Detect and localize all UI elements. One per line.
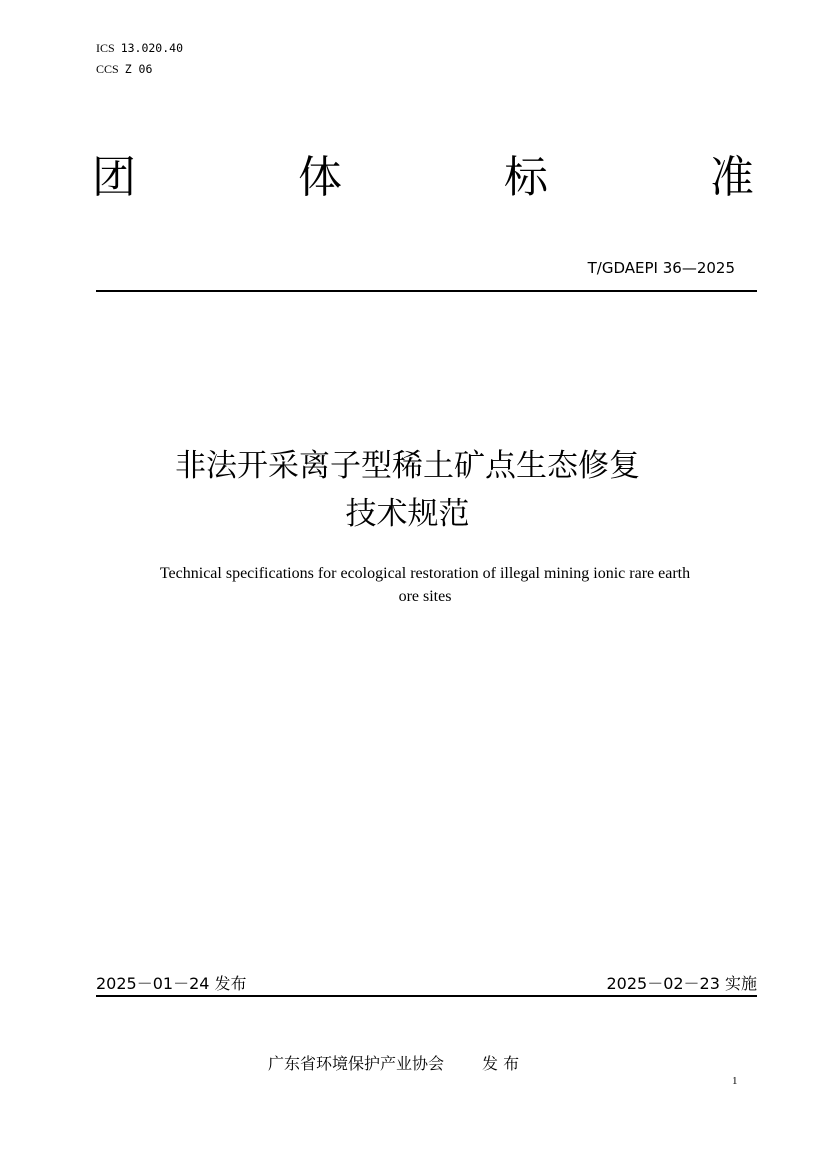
top-divider [96,290,757,292]
standard-type-char: 团 [92,152,136,203]
title-en-line2: ore sites [398,588,452,605]
page-number: 1 [732,1075,738,1087]
ics-label: ICS [96,41,115,55]
title-zh-line2: 技术规范 [345,496,470,532]
standard-type-char: 标 [504,152,548,203]
standard-number: T/GDAEPI 36—2025 [587,259,735,277]
ccs-value: Z 06 [124,62,153,76]
date-row [96,970,757,994]
ics-code [96,41,183,55]
ics-value: 13.020.40 [120,41,183,55]
title-en-line1: Technical specifications for ecological restoration of illegal mining ionic rare earth [159,565,691,582]
ccs-label: CCS [96,62,119,76]
issuer-name: 广东省环境保护产业协会 [268,1054,445,1073]
bottom-divider [96,995,757,997]
standard-type-char: 准 [710,152,754,203]
title-zh-line1: 非法开采离子型稀土矿点生态修复 [175,448,640,484]
publish-date: 2025－01－24 发布 [96,973,247,993]
issuer-action: 发 布 [482,1054,520,1073]
standard-type-heading [92,148,754,208]
standard-type-char: 体 [298,152,342,203]
issuer-line [268,1052,519,1076]
implement-date: 2025－02－23 实施 [606,973,757,993]
ccs-code [96,62,152,76]
